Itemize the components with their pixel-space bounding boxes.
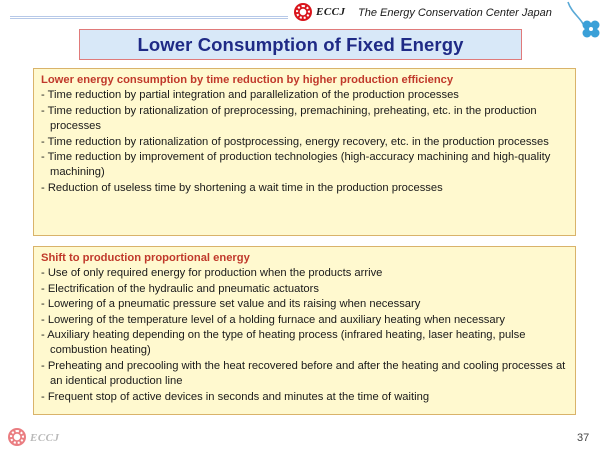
list-item: - Auxiliary heating depending on the type of heating process (infrared heating, laser heating, pulse combustion heating) xyxy=(41,329,526,357)
footer-brand: ECCJ xyxy=(30,432,60,444)
list-item: - Electrification of the hydraulic and pneumatic actuators xyxy=(41,282,319,295)
list-item: - Time reduction by improvement of production technologies (high-accuracy machining and high-quality machining) xyxy=(41,151,551,179)
section-heading: Lower energy consumption by time reduction by higher production efficiency xyxy=(41,74,454,86)
eccj-logo-icon xyxy=(294,3,312,21)
list-item: - Time reduction by rationalization of preprocessing, premachining, preheating, etc. in the production processes xyxy=(41,104,537,133)
organization-name: The Energy Conservation Center Japan xyxy=(358,7,552,19)
list-item: - Frequent stop of active devices in seconds and minutes at the time of waiting xyxy=(41,390,430,403)
list-item: - Reduction of useless time by shortening a wait time in the production processes xyxy=(41,181,443,194)
header-brand: ECCJ xyxy=(316,6,346,18)
list-item: - Lowering of the temperature level of a holding furnace and auxiliary heating when necessary xyxy=(41,313,505,326)
page-number: 37 xyxy=(577,432,590,444)
bullet-list xyxy=(41,266,568,405)
eccj-logo-icon xyxy=(8,428,26,446)
slide-title-box xyxy=(79,29,522,60)
slide-title: Lower Consumption of Fixed Energy xyxy=(137,33,464,55)
bullet-list xyxy=(41,88,568,196)
clover-icon xyxy=(562,0,600,44)
list-item: - Use of only required energy for production when the products arrive xyxy=(41,267,383,280)
section-time-reduction xyxy=(33,68,576,236)
list-item: - Preheating and precooling with the heat recovered before and after the heating and cooling processes at an identical production line xyxy=(41,359,566,388)
header-rule xyxy=(10,16,288,19)
list-item: - Lowering of a pneumatic pressure set value and its raising when necessary xyxy=(41,298,421,311)
list-item: - Time reduction by rationalization of postprocessing, energy recovery, etc. in the production processes xyxy=(41,135,549,148)
section-heading: Shift to production proportional energy xyxy=(41,252,250,264)
list-item: - Time reduction by partial integration and parallelization of the production processes xyxy=(41,89,459,102)
section-proportional-energy xyxy=(33,246,576,415)
